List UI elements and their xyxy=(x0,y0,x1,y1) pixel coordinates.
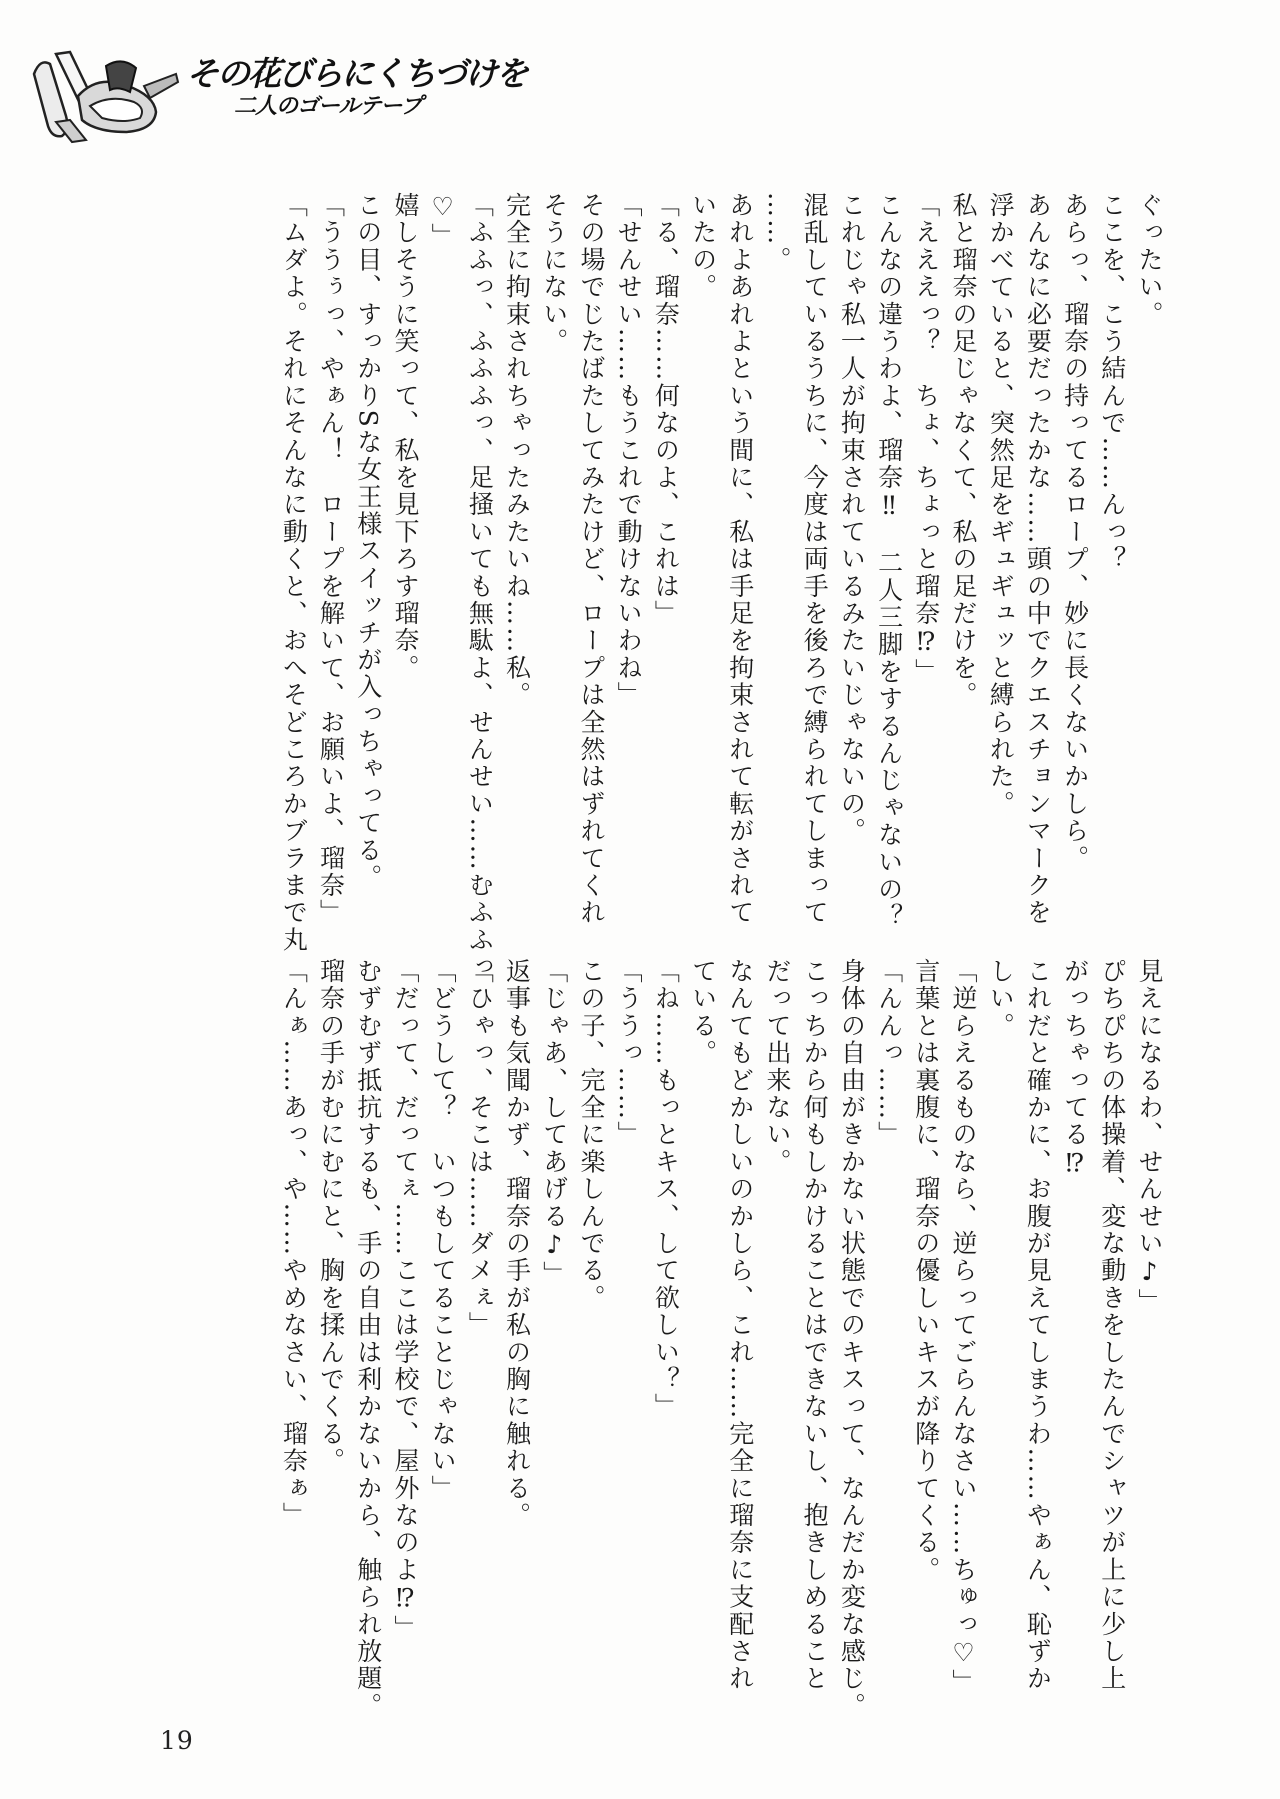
text-column: いたの。 xyxy=(688,192,718,301)
text-column: これだと確かに、お腹が見えてしまうわ……やぁん、恥ずか xyxy=(1023,958,1053,1693)
title-block xyxy=(186,54,527,120)
text-column: 「んんっ……」 xyxy=(874,958,904,1149)
text-column: この子、完全に楽しんでる。 xyxy=(576,958,606,1312)
running-header xyxy=(26,40,527,150)
text-column: 「ムダよ。それにそんなに動くと、おへそどころかブラまで丸 xyxy=(279,192,309,954)
text-column: 「ううっ……」 xyxy=(614,958,644,1149)
lower-text-block xyxy=(275,958,1168,1720)
text-column: 嬉しそうに笑って、私を見下ろす瑠奈。 xyxy=(390,192,420,682)
book-title: その花びらにくちづけを xyxy=(186,54,527,93)
text-column: 「どうして？ いつもしてることじゃない」 xyxy=(428,958,458,1502)
text-column: ぴちぴちの体操着、変な動きをしたんでシャツが上に少し上 xyxy=(1097,958,1127,1693)
page-number: 19 xyxy=(160,1726,194,1755)
text-column: 「ね……もっとキス、して欲しい？」 xyxy=(651,958,681,1421)
text-column: むずむず抵抗するも、手の自由は利かないから、触られ放題。 xyxy=(353,958,383,1720)
text-column: 浮かべていると、突然足をギュギュッと縛られた。 xyxy=(986,192,1016,818)
text-column: だって出来ない。 xyxy=(762,958,792,1176)
text-column: あれよあれよという間に、私は手足を拘束されて転がされて xyxy=(725,192,755,927)
text-column: その場でじたばたしてみたけど、ロープは全然はずれてくれ xyxy=(576,192,606,927)
text-column: この目、すっかりSな女王様スイッチが入っちゃってる。 xyxy=(353,192,383,892)
book-subtitle: 二人のゴールテープ xyxy=(234,94,422,119)
text-column: なんてもどかしいのかしら、これ……完全に瑠奈に支配され xyxy=(725,958,755,1693)
text-column: 「逆らえるものなら、逆らってごらんなさい……ちゅっ♡」 xyxy=(948,958,978,1697)
text-column: これじゃ私一人が拘束されているみたいじゃないの。 xyxy=(837,192,867,845)
text-column: あんなに必要だったかな……頭の中でクエスチョンマークを xyxy=(1023,192,1053,927)
text-column: 混乱しているうちに、今度は両手を後ろで縛られてしまって xyxy=(800,192,830,927)
text-column: 「ひゃっ、そこは……ダメぇ」 xyxy=(465,958,495,1339)
text-column: そうにない。 xyxy=(539,192,569,356)
text-column: 身体の自由がきかない状態でのキスって、なんだか変な感じ。 xyxy=(837,958,867,1720)
text-column: 私と瑠奈の足じゃなくて、私の足だけを。 xyxy=(948,192,978,709)
text-column: ぐったい。 xyxy=(1135,192,1164,328)
text-column: ここを、こう結んで……んっ？ xyxy=(1097,192,1127,573)
text-column: 完全に拘束されちゃったみたいね……私。 xyxy=(502,192,532,709)
text-column: しい。 xyxy=(986,958,1016,1040)
upper-text-block xyxy=(275,192,1168,981)
text-column: 「ううぅっ、やぁん！ ロープを解いて、お願いよ、瑠奈」 xyxy=(316,192,346,927)
tape-and-baton-logo-icon xyxy=(26,46,181,146)
text-column: 瑠奈の手がむにむにと、胸を揉んでくる。 xyxy=(316,958,346,1475)
text-column: 「ふふっ、ふふふっ、足掻いても無駄よ、せんせい……むふふっ xyxy=(465,192,495,981)
text-column: 「せんせい……もうこれで動けないわね」 xyxy=(614,192,644,709)
text-column: ている。 xyxy=(688,958,718,1067)
text-column: 返事も気聞かず、瑠奈の手が私の胸に触れる。 xyxy=(502,958,532,1530)
text-column: 見えになるわ、せんせい♪」 xyxy=(1135,958,1164,1316)
text-column: 「る、瑠奈……何なのよ、これは」 xyxy=(651,192,681,628)
text-column: 「えええっ？ ちょ、ちょっと瑠奈⁉」 xyxy=(911,192,941,686)
text-column: こっちから何もしかけることはできないし、抱きしめること xyxy=(800,958,830,1693)
text-column: 言葉とは裏腹に、瑠奈の優しいキスが降りてくる。 xyxy=(911,958,941,1584)
text-column: がっちゃってる⁉ xyxy=(1060,958,1090,1180)
text-column: 「だって、だってぇ……ここは学校で、屋外なのよ⁉」 xyxy=(390,958,420,1642)
text-column: 「じゃあ、してあげる♪」 xyxy=(539,958,569,1289)
text-column: こんなの違うわよ、瑠奈‼ 二人三脚をするんじゃないの？ xyxy=(874,192,904,931)
text-column: 「んぁ……あっ、や……やめなさい、瑠奈ぁ」 xyxy=(279,958,309,1530)
text-column: ♡」 xyxy=(428,192,458,251)
text-column: あらっ、瑠奈の持ってるロープ、妙に長くないかしら。 xyxy=(1060,192,1090,872)
text-column: ……。 xyxy=(762,192,792,274)
